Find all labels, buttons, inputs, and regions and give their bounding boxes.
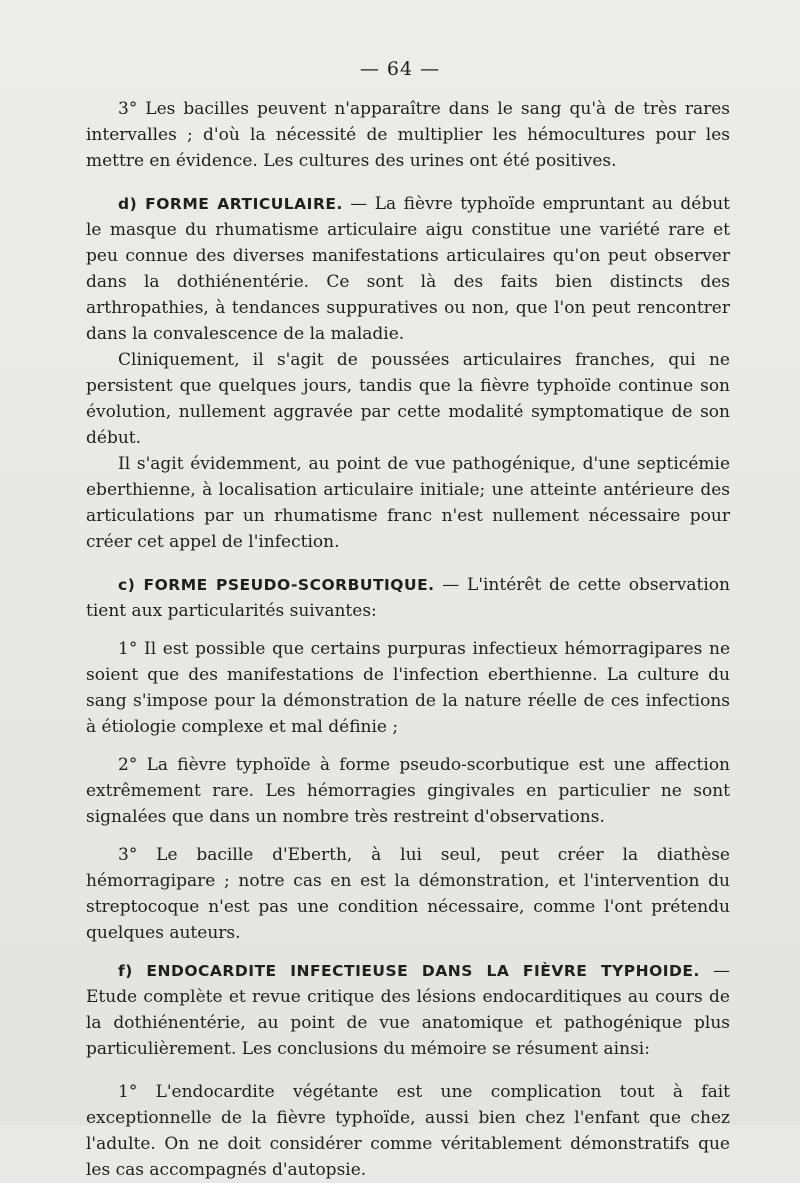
paragraph-text: 1° Il est possible que certains purpuras infectieux hémorragipares ne soient que des manifestations de l'infection eberthienne. La culture du sang s'impose pour la démonstration de la nature réelle de ces infections à étiologie complexe et mal définie ; xyxy=(86,639,730,737)
paragraph-text: — L'intérêt de cette observation tient aux particularités suivantes: xyxy=(86,575,730,621)
paragraph-text: 3° Le bacille d'Eberth, à lui seul, peut créer la diathèse hémorragipare ; notre cas en est la démonstration, et l'intervention du streptocoque n'est pas une condition nécessaire, comme l'ont prétendu quelques auteurs. xyxy=(86,845,730,943)
paragraph-text: — Etude complète et revue critique des lésions endocarditiques au cours de la dothiénentérie, au point de vue anatomique et pathogénique plus particulièrement. Les conclusions du mémoire se résument ainsi: xyxy=(86,961,731,1059)
page-number: — 64 — xyxy=(359,58,441,80)
section-heading-endocardite: f) ENDOCARDITE INFECTIEUSE DANS LA FIÈVRE TYPHOIDE. xyxy=(118,962,700,980)
paragraph-text: Cliniquement, il s'agit de poussées articulaires franches, qui ne persistent que quelques jours, tandis que la fièvre typhoïde continue son évolution, nullement aggravée par cette modalité symptomatique de son début. xyxy=(86,350,730,448)
paragraph-endocardite xyxy=(86,958,730,1062)
section-heading-forme-pseudo-scorbutique: c) FORME PSEUDO-SCORBUTIQUE. xyxy=(118,576,435,594)
paragraph-text: 1° L'endocardite végétante est une complication tout à fait exceptionnelle de la fièvre typhoïde, aussi bien chez l'enfant que chez l'adulte. On ne doit considérer comme véritablement démonstratifs que les cas accompagnés d'autopsie. xyxy=(86,1082,730,1180)
body-text xyxy=(86,96,730,1183)
paragraph-text: 2° La fièvre typhoïde à forme pseudo-scorbutique est une affection extrêmement rare. Les hémorragies gingivales en particulier ne sont signalées que dans un nombre très restreint d'observations. xyxy=(86,755,730,827)
paragraph-forme-articulaire xyxy=(86,191,730,347)
paragraph-point-1 xyxy=(86,636,730,740)
paragraph-text: — La fièvre typhoïde empruntant au début le masque du rhumatisme articulaire aigu constitue une variété rare et peu connue des diverses manifestations articulaires qu'on peut observer dans la dothiénentérie. Ce sont là des faits bien distincts des arthropathies, à tendances suppuratives ou non, que l'on peut rencontrer dans la convalescence de la maladie. xyxy=(86,194,730,344)
section-heading-forme-articulaire: d) FORME ARTICULAIRE. xyxy=(118,195,343,213)
paragraph-bacilles xyxy=(86,96,730,174)
paragraph-cliniquement xyxy=(86,347,730,451)
paragraph-text: Il s'agit évidemment, au point de vue pathogénique, d'une septicémie eberthienne, à localisation articulaire initiale; une atteinte antérieure des articulations par un rhumatisme franc n'est nullement nécessaire pour créer cet appel de l'infection. xyxy=(86,454,730,552)
paragraph-text: 3° Les bacilles peuvent n'apparaître dans le sang qu'à de très rares intervalles ; d'où la nécessité de multiplier les hémocultures pour les mettre en évidence. Les cultures des urines ont été positives. xyxy=(86,99,730,171)
paragraph-endocardite-point-1 xyxy=(86,1079,730,1183)
paragraph-forme-pseudo-scorbutique xyxy=(86,572,730,624)
paragraph-pathogenique xyxy=(86,451,730,555)
paragraph-point-3 xyxy=(86,842,730,946)
paragraph-point-2 xyxy=(86,752,730,830)
